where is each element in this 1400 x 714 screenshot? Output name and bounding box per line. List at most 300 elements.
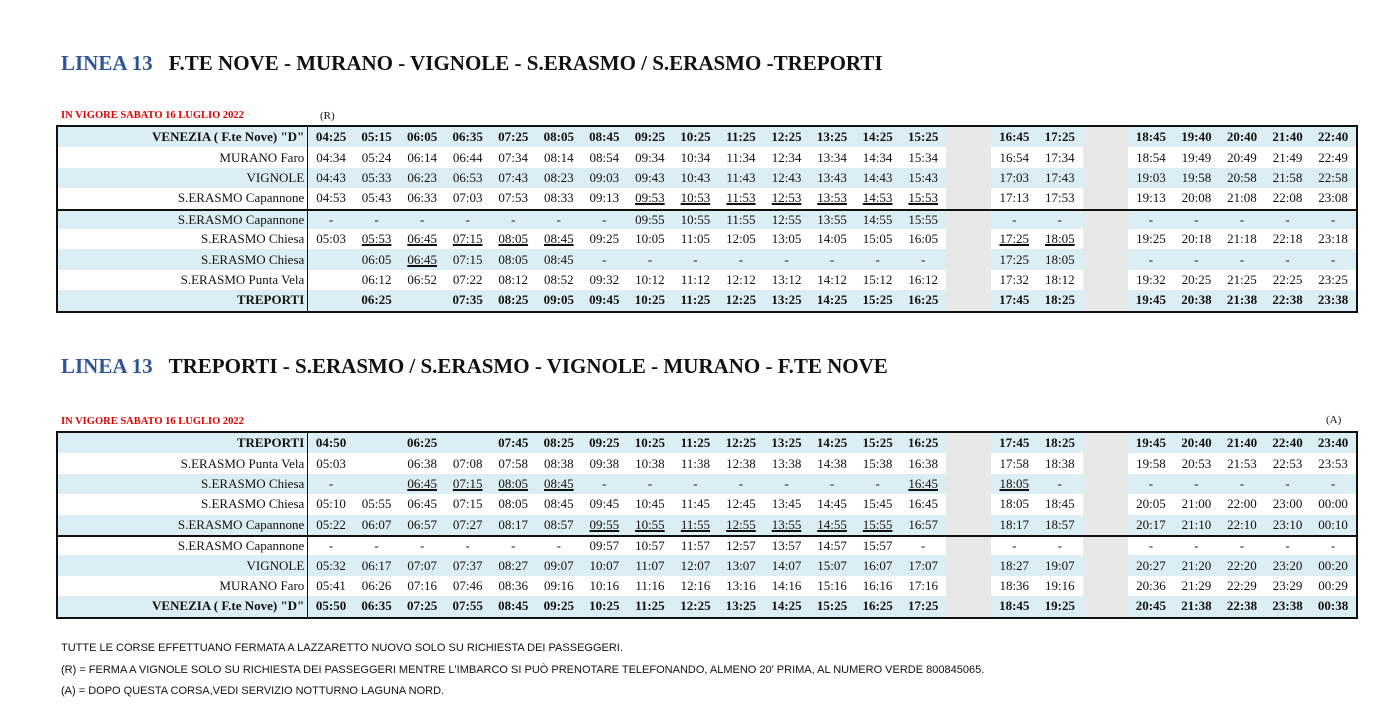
- departure-time: 19:13: [1136, 190, 1166, 206]
- departure-time: 08:45: [543, 496, 574, 512]
- departure-time: 20:17: [1136, 516, 1166, 532]
- departure-time: 06:26: [361, 577, 392, 593]
- departure-time: 17:43: [1044, 169, 1075, 185]
- column-gap: [1083, 453, 1129, 473]
- column-gap: [946, 596, 992, 616]
- table-row: [58, 433, 1356, 453]
- departure-time: -: [602, 475, 607, 491]
- departure-time: 17:13: [999, 190, 1030, 206]
- departure-time: 08:14: [543, 149, 574, 165]
- departure-time: 19:45: [1135, 292, 1167, 308]
- departure-time: 06:25: [406, 435, 438, 451]
- departure-time: 12:45: [726, 496, 756, 512]
- departure-time: -: [875, 475, 880, 491]
- departure-time: 13:43: [817, 169, 847, 185]
- column-gap: [1083, 229, 1129, 249]
- departure-time: 19:58: [1136, 455, 1166, 471]
- departure-time: -: [1194, 251, 1199, 267]
- departure-time: 07:37: [452, 557, 483, 573]
- departure-time: 08:27: [498, 557, 529, 573]
- column-gap: [946, 211, 992, 229]
- column-gap: [1083, 188, 1129, 208]
- table-row: [58, 249, 1356, 269]
- table-row: [58, 209, 1356, 229]
- table-row: [58, 290, 1356, 310]
- departure-time: 14:34: [862, 149, 893, 165]
- departure-time: 11:16: [635, 577, 665, 593]
- departure-time: 05:03: [316, 231, 346, 247]
- departure-time: 12:57: [726, 538, 756, 554]
- departure-time: 18:27: [999, 557, 1030, 573]
- departure-time: -: [693, 251, 698, 267]
- departure-time: 16:07: [862, 557, 893, 573]
- departure-time: 10:55: [680, 211, 711, 227]
- departure-time: 20:36: [1136, 577, 1166, 593]
- departure-time: 09:55: [635, 211, 665, 227]
- departure-time: 08:05: [498, 475, 529, 491]
- departure-time: 06:14: [407, 149, 437, 165]
- departure-time: -: [693, 475, 698, 491]
- departure-time: 14:12: [817, 271, 847, 287]
- departure-time: 10:05: [635, 231, 665, 247]
- departure-time: -: [784, 475, 789, 491]
- departure-time: 09:53: [635, 190, 665, 206]
- departure-time: -: [1148, 251, 1154, 267]
- departure-time: 13:16: [726, 577, 756, 593]
- departure-time: -: [920, 251, 926, 267]
- departure-time: -: [1330, 211, 1336, 227]
- departure-time: 07:15: [452, 251, 483, 267]
- departure-time: 14:45: [817, 496, 847, 512]
- departure-time: 12:25: [680, 598, 711, 614]
- departure-time: 06:17: [361, 557, 392, 573]
- departure-time: 20:53: [1181, 455, 1212, 471]
- departure-time: 08:54: [589, 149, 620, 165]
- departure-time: 11:05: [680, 231, 710, 247]
- departure-time: 16:25: [862, 598, 893, 614]
- departure-time: 10:25: [589, 598, 620, 614]
- departure-time: 07:35: [452, 292, 483, 308]
- departure-time: 12:16: [680, 577, 711, 593]
- departure-time: 12:05: [726, 231, 756, 247]
- departure-time: 23:00: [1272, 496, 1303, 512]
- departure-time: 05:24: [361, 149, 392, 165]
- departure-time: 13:55: [771, 516, 802, 532]
- departure-time: 15:38: [862, 455, 893, 471]
- departure-time: 17:58: [999, 455, 1030, 471]
- departure-time: -: [1148, 538, 1154, 554]
- departure-time: -: [1148, 475, 1154, 491]
- departure-time: 08:05: [498, 231, 529, 247]
- departure-time: 17:32: [999, 271, 1030, 287]
- column-gap: [946, 453, 992, 473]
- timetable-outbound: [56, 125, 1358, 313]
- table-row: [58, 453, 1356, 473]
- column-gap: [1083, 494, 1129, 514]
- stop-name: VENEZIA ( F.te Nove) "D": [58, 127, 308, 147]
- departure-time: 11:12: [680, 271, 710, 287]
- departure-time: 06:25: [361, 292, 392, 308]
- departure-time: 08:25: [498, 292, 529, 308]
- departure-time: 10:43: [680, 169, 711, 185]
- departure-time: -: [829, 475, 835, 491]
- column-gap: [946, 290, 992, 310]
- departure-time: 10:25: [634, 435, 666, 451]
- departure-time: -: [1194, 211, 1199, 227]
- departure-time: -: [920, 538, 926, 554]
- departure-time: 05:15: [361, 129, 392, 145]
- departure-time: 18:05: [999, 475, 1030, 491]
- departure-time: 21:58: [1272, 169, 1303, 185]
- stop-name: S.ERASMO Chiesa: [58, 249, 308, 269]
- departure-time: 06:57: [407, 516, 437, 532]
- departure-time: 20:49: [1227, 149, 1257, 165]
- section2-validity: IN VIGORE SABATO 16 LUGLIO 2022: [61, 416, 244, 427]
- departure-time: 17:25: [999, 231, 1030, 247]
- departure-time: 21:29: [1181, 577, 1212, 593]
- column-gap: [1083, 290, 1129, 310]
- column-gap: [1083, 515, 1129, 535]
- departure-time: 14:16: [771, 577, 802, 593]
- departure-time: -: [1285, 251, 1290, 267]
- departure-time: 00:20: [1318, 557, 1348, 573]
- departure-time: -: [1148, 211, 1154, 227]
- departure-time: 18:57: [1044, 516, 1075, 532]
- departure-time: 18:25: [1044, 435, 1075, 451]
- departure-time: 10:25: [680, 129, 711, 145]
- departure-time: -: [1194, 538, 1199, 554]
- departure-time: 12:53: [771, 190, 802, 206]
- departure-time: 13:25: [771, 435, 802, 451]
- column-gap: [946, 147, 992, 167]
- departure-time: 11:25: [635, 598, 665, 614]
- table-row: [58, 596, 1356, 616]
- column-gap: [946, 229, 992, 249]
- departure-time: 06:12: [361, 271, 392, 287]
- departure-time: 18:36: [999, 577, 1030, 593]
- departure-time: 18:05: [1044, 231, 1075, 247]
- departure-time: 05:43: [361, 190, 392, 206]
- departure-time: 11:45: [680, 496, 710, 512]
- column-gap: [946, 576, 992, 596]
- departure-time: 09:43: [635, 169, 665, 185]
- departure-time: 11:25: [726, 129, 756, 145]
- departure-time: 00:10: [1318, 516, 1348, 532]
- departure-time: 21:10: [1181, 516, 1212, 532]
- stop-name: S.ERASMO Chiesa: [58, 494, 308, 514]
- departure-time: 22:49: [1318, 149, 1348, 165]
- departure-time: 13:25: [771, 292, 802, 308]
- departure-time: -: [374, 211, 379, 227]
- column-gap: [946, 168, 992, 188]
- departure-time: 21:00: [1181, 496, 1212, 512]
- stop-name: VIGNOLE: [58, 555, 308, 575]
- departure-time: 08:33: [543, 190, 574, 206]
- departure-time: 06:38: [407, 455, 437, 471]
- departure-time: 16:45: [999, 129, 1030, 145]
- stop-name: S.ERASMO Capannone: [58, 537, 308, 555]
- departure-time: 15:25: [907, 129, 939, 145]
- departure-time: 10:55: [635, 516, 665, 532]
- table-row: [58, 474, 1356, 494]
- departure-time: 13:45: [771, 496, 802, 512]
- departure-time: 05:33: [361, 169, 392, 185]
- departure-time: -: [738, 251, 744, 267]
- departure-time: -: [738, 475, 744, 491]
- departure-time: 17:53: [1044, 190, 1075, 206]
- departure-time: 10:38: [635, 455, 665, 471]
- departure-time: 21:18: [1227, 231, 1257, 247]
- column-gap: [1083, 249, 1129, 269]
- departure-time: 08:05: [543, 129, 574, 145]
- table-row: [58, 535, 1356, 555]
- departure-time: 09:25: [589, 435, 620, 451]
- departure-time: 22:38: [1226, 598, 1258, 614]
- departure-time: 21:40: [1272, 129, 1303, 145]
- departure-time: 13:55: [817, 211, 847, 227]
- table-row: [58, 576, 1356, 596]
- departure-time: 14:43: [862, 169, 893, 185]
- departure-time: 04:25: [315, 129, 347, 145]
- departure-time: 22:58: [1318, 169, 1348, 185]
- departure-time: 09:05: [543, 292, 574, 308]
- departure-time: 17:34: [1044, 149, 1075, 165]
- stop-name: S.ERASMO Chiesa: [58, 229, 308, 249]
- departure-time: 05:53: [361, 231, 392, 247]
- departure-time: 23:18: [1318, 231, 1348, 247]
- departure-time: 23:10: [1272, 516, 1303, 532]
- timetable-return: [56, 431, 1358, 619]
- table-row: [58, 127, 1356, 147]
- departure-time: 09:34: [635, 149, 665, 165]
- departure-time: 23:25: [1318, 271, 1348, 287]
- departure-time: 22:20: [1227, 557, 1257, 573]
- departure-time: 09:38: [589, 455, 620, 471]
- departure-time: 18:17: [999, 516, 1030, 532]
- departure-time: 12:25: [725, 292, 757, 308]
- departure-time: 07:45: [498, 435, 529, 451]
- departure-time: 09:13: [589, 190, 620, 206]
- departure-time: -: [1057, 475, 1062, 491]
- departure-time: 16:45: [908, 496, 938, 512]
- stop-name: S.ERASMO Capannone: [58, 211, 308, 229]
- departure-time: 22:53: [1272, 455, 1303, 471]
- departure-time: 15:45: [862, 496, 893, 512]
- departure-time: 16:05: [908, 231, 938, 247]
- departure-time: 07:34: [498, 149, 529, 165]
- departure-time: 20:40: [1226, 129, 1258, 145]
- stop-name: MURANO Faro: [58, 576, 308, 596]
- departure-time: 06:35: [452, 129, 483, 145]
- departure-time: [354, 474, 400, 494]
- departure-time: 16:16: [862, 577, 893, 593]
- departure-time: 19:32: [1136, 271, 1166, 287]
- departure-time: 09:55: [589, 516, 620, 532]
- departure-time: -: [1194, 475, 1199, 491]
- section2-note-tag: (A): [1326, 414, 1342, 426]
- departure-time: -: [1285, 475, 1290, 491]
- departure-time: 20:38: [1181, 292, 1212, 308]
- departure-time: 09:45: [589, 496, 620, 512]
- departure-time: 06:45: [407, 496, 437, 512]
- departure-time: 17:25: [999, 251, 1030, 267]
- departure-time: -: [374, 538, 379, 554]
- column-gap: [946, 270, 992, 290]
- departure-time: 12:38: [726, 455, 756, 471]
- departure-time: 20:05: [1136, 496, 1166, 512]
- departure-time: 22:38: [1272, 292, 1303, 308]
- departure-time: 13:25: [816, 129, 848, 145]
- departure-time: 09:07: [543, 557, 574, 573]
- departure-time: 15:07: [817, 557, 847, 573]
- departure-time: 14:55: [862, 211, 893, 227]
- column-gap: [946, 127, 992, 147]
- departure-time: 18:05: [1044, 251, 1075, 267]
- column-gap: [1083, 211, 1129, 229]
- column-gap: [946, 474, 992, 494]
- departure-time: 07:55: [452, 598, 483, 614]
- departure-time: 19:03: [1136, 169, 1166, 185]
- departure-time: 12:43: [771, 169, 802, 185]
- stop-name: TREPORTI: [58, 433, 308, 453]
- departure-time: 17:25: [1044, 129, 1075, 145]
- departure-time: 07:46: [452, 577, 483, 593]
- departure-time: 14:38: [817, 455, 847, 471]
- departure-time: 15:53: [908, 190, 938, 206]
- departure-time: 14:25: [816, 435, 848, 451]
- departure-time: [308, 290, 354, 310]
- departure-time: 14:07: [771, 557, 802, 573]
- departure-time: 08:45: [543, 231, 574, 247]
- table-row: [58, 494, 1356, 514]
- departure-time: 08:45: [543, 251, 574, 267]
- departure-time: 07:58: [498, 455, 529, 471]
- departure-time: -: [511, 211, 516, 227]
- departure-time: -: [556, 211, 561, 227]
- departure-time: -: [1012, 211, 1017, 227]
- departure-time: -: [1057, 538, 1062, 554]
- departure-time: 15:16: [817, 577, 847, 593]
- departure-time: 23:53: [1318, 455, 1348, 471]
- departure-time: 16:25: [907, 435, 939, 451]
- departure-time: -: [1057, 211, 1062, 227]
- departure-time: 06:35: [361, 598, 392, 614]
- departure-time: 10:34: [680, 149, 711, 165]
- departure-time: 07:08: [452, 455, 483, 471]
- column-gap: [1083, 537, 1129, 555]
- departure-time: 09:03: [589, 169, 620, 185]
- departure-time: 14:57: [817, 538, 847, 554]
- departure-time: 22:18: [1272, 231, 1303, 247]
- departure-time: -: [1239, 211, 1245, 227]
- departure-time: 11:34: [726, 149, 756, 165]
- departure-time: 06:05: [406, 129, 438, 145]
- departure-time: 14:53: [862, 190, 893, 206]
- departure-time: 19:45: [1135, 435, 1167, 451]
- departure-time: 20:27: [1136, 557, 1166, 573]
- departure-time: 05:03: [316, 455, 346, 471]
- departure-time: 15:55: [908, 211, 938, 227]
- departure-time: 22:25: [1272, 271, 1303, 287]
- departure-time: 08:17: [498, 516, 529, 532]
- departure-time: 08:23: [543, 169, 574, 185]
- departure-time: 07:07: [407, 557, 437, 573]
- departure-time: 23:20: [1272, 557, 1303, 573]
- departure-time: 13:05: [771, 231, 802, 247]
- departure-time: 21:53: [1227, 455, 1257, 471]
- departure-time: 05:32: [316, 557, 346, 573]
- departure-time: 21:40: [1226, 435, 1258, 451]
- departure-time: 10:25: [634, 292, 666, 308]
- departure-time: 19:49: [1181, 149, 1212, 165]
- departure-time: 09:16: [543, 577, 574, 593]
- departure-time: -: [1239, 538, 1245, 554]
- departure-time: 09:25: [543, 598, 574, 614]
- section2-title: [61, 354, 888, 379]
- departure-time: 19:58: [1181, 169, 1212, 185]
- column-gap: [1083, 168, 1129, 188]
- departure-time: 07:15: [452, 231, 483, 247]
- section1-line: LINEA 13: [61, 51, 153, 75]
- table-row: [58, 515, 1356, 535]
- departure-time: 10:16: [589, 577, 620, 593]
- departure-time: 15:05: [862, 231, 893, 247]
- departure-time: 20:40: [1181, 435, 1212, 451]
- departure-time: 10:07: [589, 557, 620, 573]
- departure-time: 23:38: [1317, 292, 1349, 308]
- departure-time: 12:12: [726, 271, 756, 287]
- departure-time: 20:45: [1135, 598, 1167, 614]
- departure-time: -: [328, 475, 334, 491]
- departure-time: 21:25: [1227, 271, 1257, 287]
- departure-time: 05:22: [316, 516, 346, 532]
- departure-time: 00:29: [1318, 577, 1348, 593]
- departure-time: 17:25: [907, 598, 939, 614]
- departure-time: 12:07: [680, 557, 711, 573]
- departure-time: -: [328, 211, 334, 227]
- departure-time: -: [602, 211, 607, 227]
- departure-time: -: [419, 538, 425, 554]
- departure-time: 12:25: [725, 435, 757, 451]
- departure-time: 15:25: [816, 598, 848, 614]
- departure-time: 17:07: [908, 557, 938, 573]
- departure-time: 13:07: [726, 557, 756, 573]
- departure-time: 04:50: [315, 435, 347, 451]
- departure-time: 12:34: [771, 149, 802, 165]
- departure-time: 22:40: [1272, 435, 1303, 451]
- departure-time: 16:57: [908, 516, 938, 532]
- departure-time: 00:00: [1318, 496, 1348, 512]
- departure-time: -: [1285, 211, 1290, 227]
- departure-time: 08:05: [498, 496, 529, 512]
- departure-time: -: [1239, 251, 1245, 267]
- departure-time: 21:38: [1226, 292, 1258, 308]
- departure-time: 14:05: [817, 231, 847, 247]
- departure-time: 11:25: [680, 292, 711, 308]
- departure-time: -: [465, 538, 470, 554]
- departure-time: 16:38: [908, 455, 938, 471]
- departure-time: -: [1239, 475, 1245, 491]
- stop-name: S.ERASMO Punta Vela: [58, 270, 308, 290]
- departure-time: 18:12: [1044, 271, 1075, 287]
- departure-time: [308, 249, 354, 269]
- stop-name: S.ERASMO Chiesa: [58, 474, 308, 494]
- departure-time: 14:25: [771, 598, 802, 614]
- departure-time: 06:45: [407, 475, 437, 491]
- departure-time: 09:25: [634, 129, 666, 145]
- departure-time: 08:38: [543, 455, 574, 471]
- section2-line: LINEA 13: [61, 354, 153, 378]
